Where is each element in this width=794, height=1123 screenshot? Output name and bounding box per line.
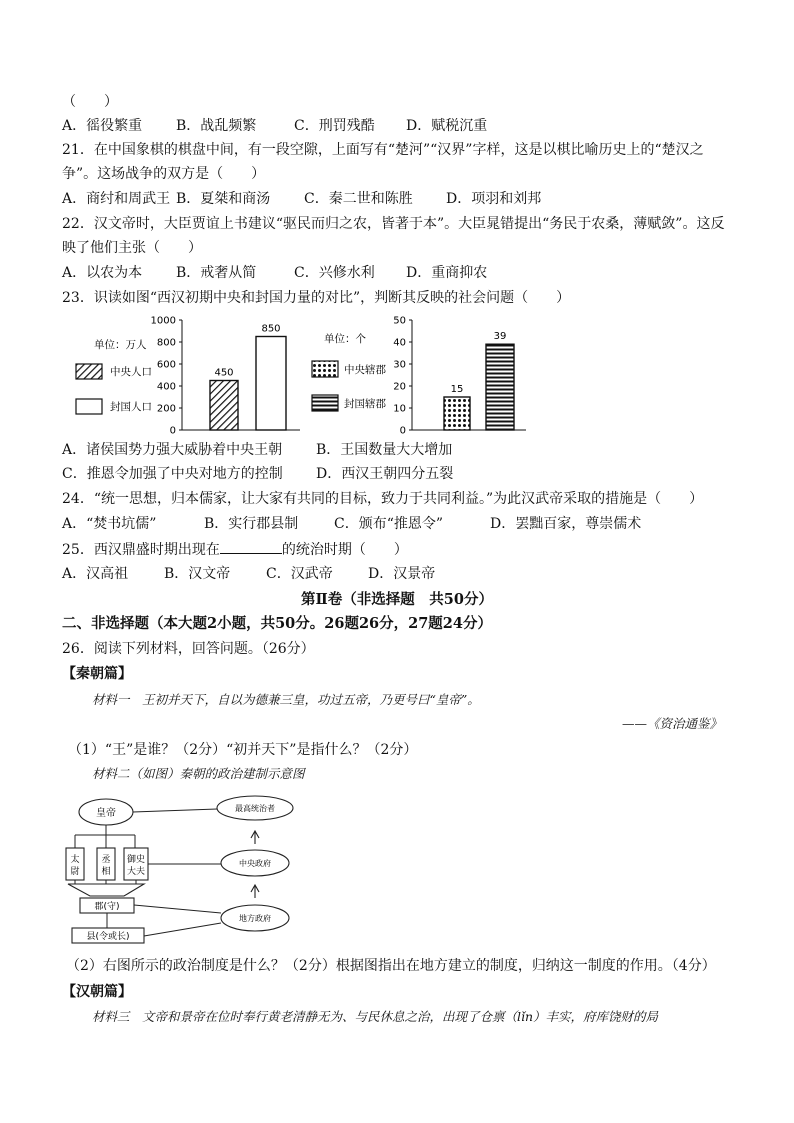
up-arrow-icon	[251, 885, 259, 898]
minister-chengxiang-2: 相	[101, 867, 111, 877]
option-c[interactable]: C．汉武帝	[266, 566, 333, 582]
legend-central-commandery-swatch	[312, 361, 338, 377]
legend-central-population: 中央人口	[110, 366, 152, 378]
part2-title: 第Ⅱ卷（非选择题 共50分）	[301, 591, 493, 608]
option-a[interactable]: A．诸侯国势力强大威胁着中央王朝	[62, 442, 283, 458]
right-unit-label: 单位：个	[324, 333, 366, 345]
emperor-label: 皇帝	[96, 808, 116, 819]
minister-chengxiang-1: 丞	[101, 855, 111, 865]
bar-1	[210, 381, 238, 431]
q24-options	[62, 514, 641, 534]
option-d[interactable]: D．西汉王朝四分五裂	[316, 466, 454, 482]
legend-central-population-swatch	[76, 364, 102, 379]
option-c[interactable]: C．颁布“推恩令”	[334, 516, 444, 532]
source1: ——《资治通鉴》	[621, 716, 722, 731]
local-gov-label: 地方政府	[239, 914, 271, 923]
commandery-link	[134, 905, 221, 913]
option-a[interactable]: A．商纣和周武王	[62, 191, 171, 207]
legend-fief-commandery-swatch	[312, 395, 338, 411]
legend-fief-population: 封国人口	[110, 401, 152, 413]
population-and-commandery-charts	[62, 308, 542, 438]
q23-line1: 23．识读如图“西汉初期中央和封国力量的对比”，判断其反映的社会问题（ ）	[62, 290, 571, 306]
bar-value-label: 39	[493, 331, 507, 343]
option-d[interactable]: D．汉景帝	[368, 566, 436, 582]
county-link	[144, 923, 221, 936]
q24-line1: 24．“统一思想，归本儒家，让大家有共同的目标，致力于共同利益。”为此汉武帝采取的措施是（ ）	[62, 491, 704, 507]
option-b[interactable]: B．王国数量大大增加	[316, 442, 453, 458]
q20-stem: （ ）	[62, 94, 118, 110]
option-a[interactable]: A．汉高祖	[62, 566, 129, 582]
option-d[interactable]: D．项羽和刘邦	[446, 191, 542, 207]
emperor-link	[133, 809, 217, 812]
qin-structure-diagram	[62, 790, 302, 950]
diagram-svg	[62, 790, 302, 950]
legend-fief-population-swatch	[76, 399, 102, 414]
option-a[interactable]: A．以农为本	[62, 265, 143, 281]
q21-options	[62, 189, 541, 209]
qin-header: 【秦朝篇】	[62, 666, 132, 682]
county-label: 县(令或长)	[86, 932, 130, 942]
minister-yushi-2: 大夫	[126, 867, 146, 877]
material1: 材料一 王初并天下，自以为德兼三皇，功过五帝，乃更号曰“皇帝”。	[92, 692, 480, 707]
q26-intro: 26．阅读下列材料，回答问题。（26分）	[62, 641, 315, 657]
left-unit-label: 单位：万人	[94, 339, 147, 351]
q22-line2: 映了他们主张（ ）	[62, 240, 202, 256]
bar-1	[444, 397, 470, 430]
y-tick-label: 30	[393, 359, 406, 371]
central-gov-label: 中央政府	[239, 859, 271, 868]
q25-after: 的统治时期（ ）	[281, 542, 408, 558]
minister-taiwei-1: 太	[70, 855, 80, 865]
legend-central-commandery: 中央辖郡	[344, 364, 386, 376]
part2-section: 二、非选择题（本大题2小题，共50分。26题26分，27题24分）	[62, 615, 492, 632]
y-tick-label: 10	[393, 403, 406, 415]
option-d[interactable]: D．罢黜百家，尊崇儒术	[490, 516, 642, 532]
bar-2	[256, 337, 286, 431]
bar-2	[486, 344, 514, 430]
sub-question-2: （2）右图所示的政治制度是什么？（2分）根据图指出在地方建立的制度，归纳这一制度的作用。（4分）	[66, 958, 716, 974]
up-arrow-icon	[251, 831, 259, 844]
y-tick-label: 50	[393, 315, 406, 327]
y-tick-label: 0	[399, 425, 406, 437]
option-d[interactable]: D．赋税沉重	[406, 118, 488, 134]
option-c[interactable]: C．秦二世和陈胜	[304, 191, 413, 207]
y-tick-label: 400	[156, 381, 176, 393]
legend-fief-commandery: 封国辖郡	[344, 398, 386, 410]
q25-line1	[62, 539, 408, 560]
y-tick-label: 1000	[150, 315, 176, 327]
sub-question-1: （1）“王”是谁？（2分）“初并天下”是指什么？（2分）	[68, 742, 418, 758]
minister-yushi-1: 御史	[126, 855, 146, 865]
bar-value-label: 850	[261, 323, 281, 335]
y-tick-label: 800	[156, 337, 176, 349]
y-tick-label: 40	[393, 337, 406, 349]
option-d[interactable]: D．重商抑农	[406, 265, 488, 281]
y-tick-label: 600	[156, 359, 176, 371]
option-b[interactable]: B．实行郡县制	[204, 516, 299, 532]
q25-options	[62, 564, 435, 584]
option-b[interactable]: B．汉文帝	[164, 566, 231, 582]
option-a[interactable]: A．徭役繁重	[62, 118, 143, 134]
q23-options-row2	[62, 464, 453, 484]
charts-svg	[62, 308, 542, 438]
q22-options	[62, 263, 487, 283]
option-b[interactable]: B．战乱频繁	[176, 118, 257, 134]
q25-before: 25．西汉鼎盛时期出现在	[62, 542, 220, 558]
q23-options-row1	[62, 440, 452, 460]
bar-value-label: 450	[214, 367, 234, 379]
bar-value-label: 15	[450, 384, 464, 395]
han-header: 【汉朝篇】	[62, 984, 132, 1000]
material3: 材料三 文帝和景帝在位时奉行黄老清静无为、与民休息之治，出现了仓禀（lǐn）丰实，府库饶财的局	[92, 1009, 659, 1024]
option-b[interactable]: B．戒奢从简	[176, 265, 257, 281]
q21-line1: 21．在中国象棋的棋盘中间，有一段空隙，上面写有“楚河”“汉界”字样，这是以棋比喻历史上的“楚汉之	[62, 142, 704, 158]
material2: 材料二（如图）秦朝的政治建制示意图	[92, 766, 305, 781]
option-c[interactable]: C．兴修水利	[294, 265, 375, 281]
q25-blank[interactable]	[220, 539, 282, 554]
option-b[interactable]: B．夏桀和商汤	[176, 191, 271, 207]
y-tick-label: 200	[156, 403, 176, 415]
y-tick-label: 0	[169, 425, 176, 437]
option-c[interactable]: C．刑罚残酷	[294, 118, 375, 134]
option-a[interactable]: A．“焚书坑儒”	[62, 516, 157, 532]
top-ruler-label: 最高统治者	[235, 804, 275, 813]
y-tick-label: 20	[393, 381, 406, 393]
option-c[interactable]: C．推恩令加强了中央对地方的控制	[62, 466, 283, 482]
commandery-label: 郡(守)	[94, 902, 120, 912]
minister-taiwei-2: 尉	[70, 867, 80, 877]
q22-line1: 22．汉文帝时，大臣贾谊上书建议“驱民而归之农，皆著于本”。大臣晁错提出“务民于农桑，薄赋敛”。这反	[62, 216, 725, 232]
q21-line2: 争”。这场战争的双方是（ ）	[62, 166, 266, 182]
q20-options	[62, 116, 487, 136]
funnel-shape	[68, 884, 144, 896]
